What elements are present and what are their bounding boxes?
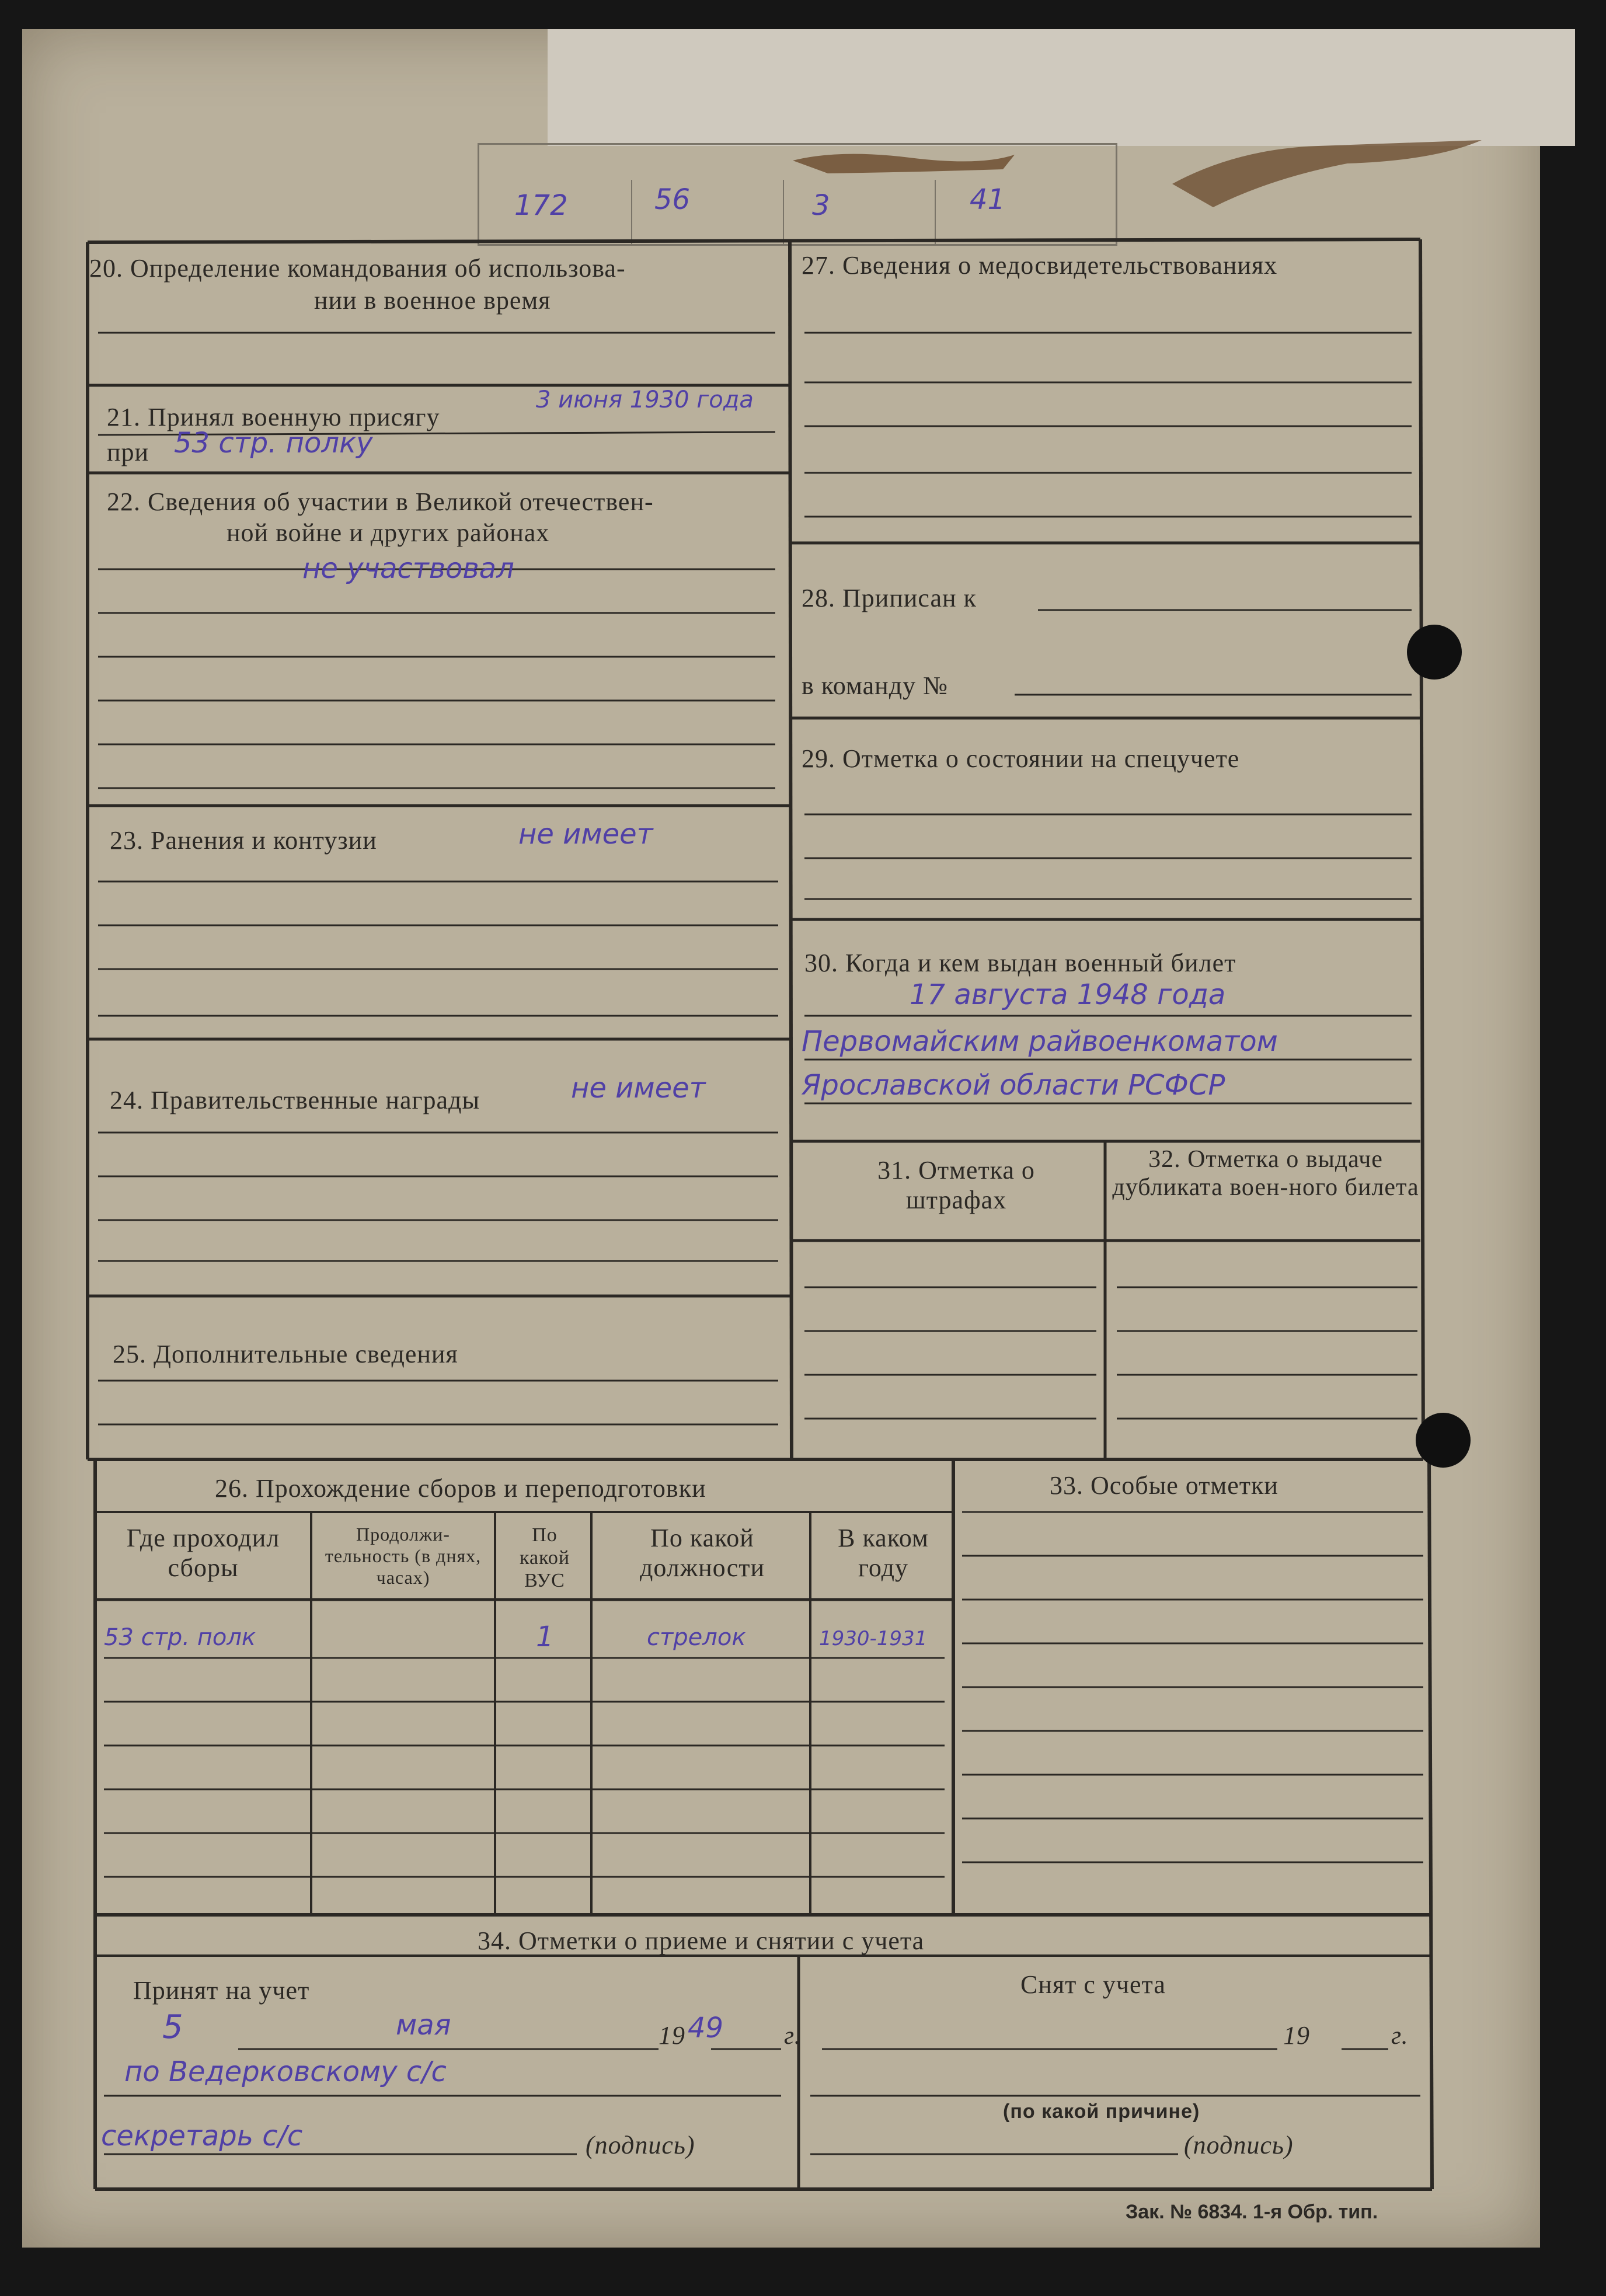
section-31-label: 31. Отметка о штрафах <box>877 1156 1035 1214</box>
section-23-label: 23. Ранения и контузии <box>110 826 377 855</box>
removed-reason-label: (по какой причине) <box>1003 2100 1200 2123</box>
punch-hole <box>1416 1413 1471 1468</box>
accepted-label: Принят на учет <box>133 1976 310 2005</box>
section-32-label: 32. Отметка о выдаче дубликата воен-ного билета <box>1112 1146 1419 1201</box>
table-header: По какой ВУС <box>519 1524 570 1592</box>
removed-signature-label: (подпись) <box>1184 2131 1294 2159</box>
section-28-team-label: в команду № <box>802 671 949 700</box>
section-25-label: 25. Дополнительные сведения <box>113 1340 458 1368</box>
table-header: В каком году <box>838 1524 929 1582</box>
accepted-day: 5 <box>162 2008 183 2046</box>
removed-year-suffix: г. <box>1391 2021 1409 2050</box>
military-id-date: 17 августа 1948 года <box>910 978 1226 1011</box>
section-29-label: 29. Отметка о состоянии на спецучете <box>802 744 1240 773</box>
removed-year-prefix: 19 <box>1283 2021 1310 2050</box>
print-footer: Зак. № 6834. 1-я Обр. тип. <box>1126 2201 1378 2223</box>
file-number: 56 <box>654 183 691 216</box>
section-22-label-cont: ной войне и других районах <box>227 518 550 547</box>
military-id-region: Ярославской области РСФСР <box>802 1069 1225 1102</box>
table-cell: 1930-1931 <box>819 1627 928 1650</box>
section-20-label-cont: нии в военное время <box>314 286 551 315</box>
punch-hole <box>1407 625 1462 680</box>
section-24-label: 24. Правительственные награды <box>110 1086 480 1114</box>
table-header: Продолжи-тельность (в днях, часах) <box>325 1524 482 1588</box>
awards-value: не имеет <box>571 1072 706 1105</box>
section-34-title: 34. Отметки о приеме и снятии с учета <box>478 1926 925 1955</box>
section-33-label: 33. Особые отметки <box>1050 1471 1278 1500</box>
section-27-label: 27. Сведения о медосвидетельствованиях <box>802 251 1278 280</box>
service-card <box>22 29 1540 2248</box>
file-number: 3 <box>812 189 830 222</box>
accepted-month: мая <box>396 2009 451 2041</box>
oath-unit: 53 стр. полку <box>174 427 373 459</box>
section-20-label: 20. Определение командования об использова- <box>89 254 626 283</box>
removed-label: Снят с учета <box>1020 1970 1166 1999</box>
table-header: Где проходил сборы <box>126 1524 280 1582</box>
section-21-label: 21. Принял военную присягу <box>107 403 440 431</box>
table-cell: 1 <box>536 1621 554 1653</box>
accepted-year: 49 <box>688 2012 724 2044</box>
file-number: 41 <box>970 183 1006 216</box>
table-cell: 53 стр. полк <box>104 1624 256 1651</box>
oath-date: 3 июня 1930 года <box>536 386 754 413</box>
accepted-by: по Ведерковскому с/с <box>124 2055 447 2088</box>
table-header: По какой должности <box>639 1524 765 1582</box>
file-number: 172 <box>514 189 568 222</box>
section-22-label: 22. Сведения об участии в Великой отечествен- <box>107 487 654 516</box>
accepted-year-prefix: 19 <box>659 2021 685 2050</box>
section-21-at-label: при <box>107 438 149 466</box>
table-cell: стрелок <box>647 1624 746 1651</box>
accepted-signer: секретарь с/с <box>101 2120 303 2152</box>
section-30-label: 30. Когда и кем выдан военный билет <box>804 949 1236 977</box>
military-id-issuer: Первомайским райвоенкоматом <box>802 1025 1278 1058</box>
wounds-value: не имеет <box>518 818 653 851</box>
ww2-participation: не участвовал <box>302 552 514 585</box>
section-28-label: 28. Приписан к <box>802 584 977 612</box>
form-grid <box>22 29 1540 2248</box>
section-26-title: 26. Прохождение сборов и переподготовки <box>215 1474 706 1503</box>
accepted-year-suffix: г. <box>784 2021 802 2050</box>
accepted-signature-label: (подпись) <box>586 2131 695 2159</box>
